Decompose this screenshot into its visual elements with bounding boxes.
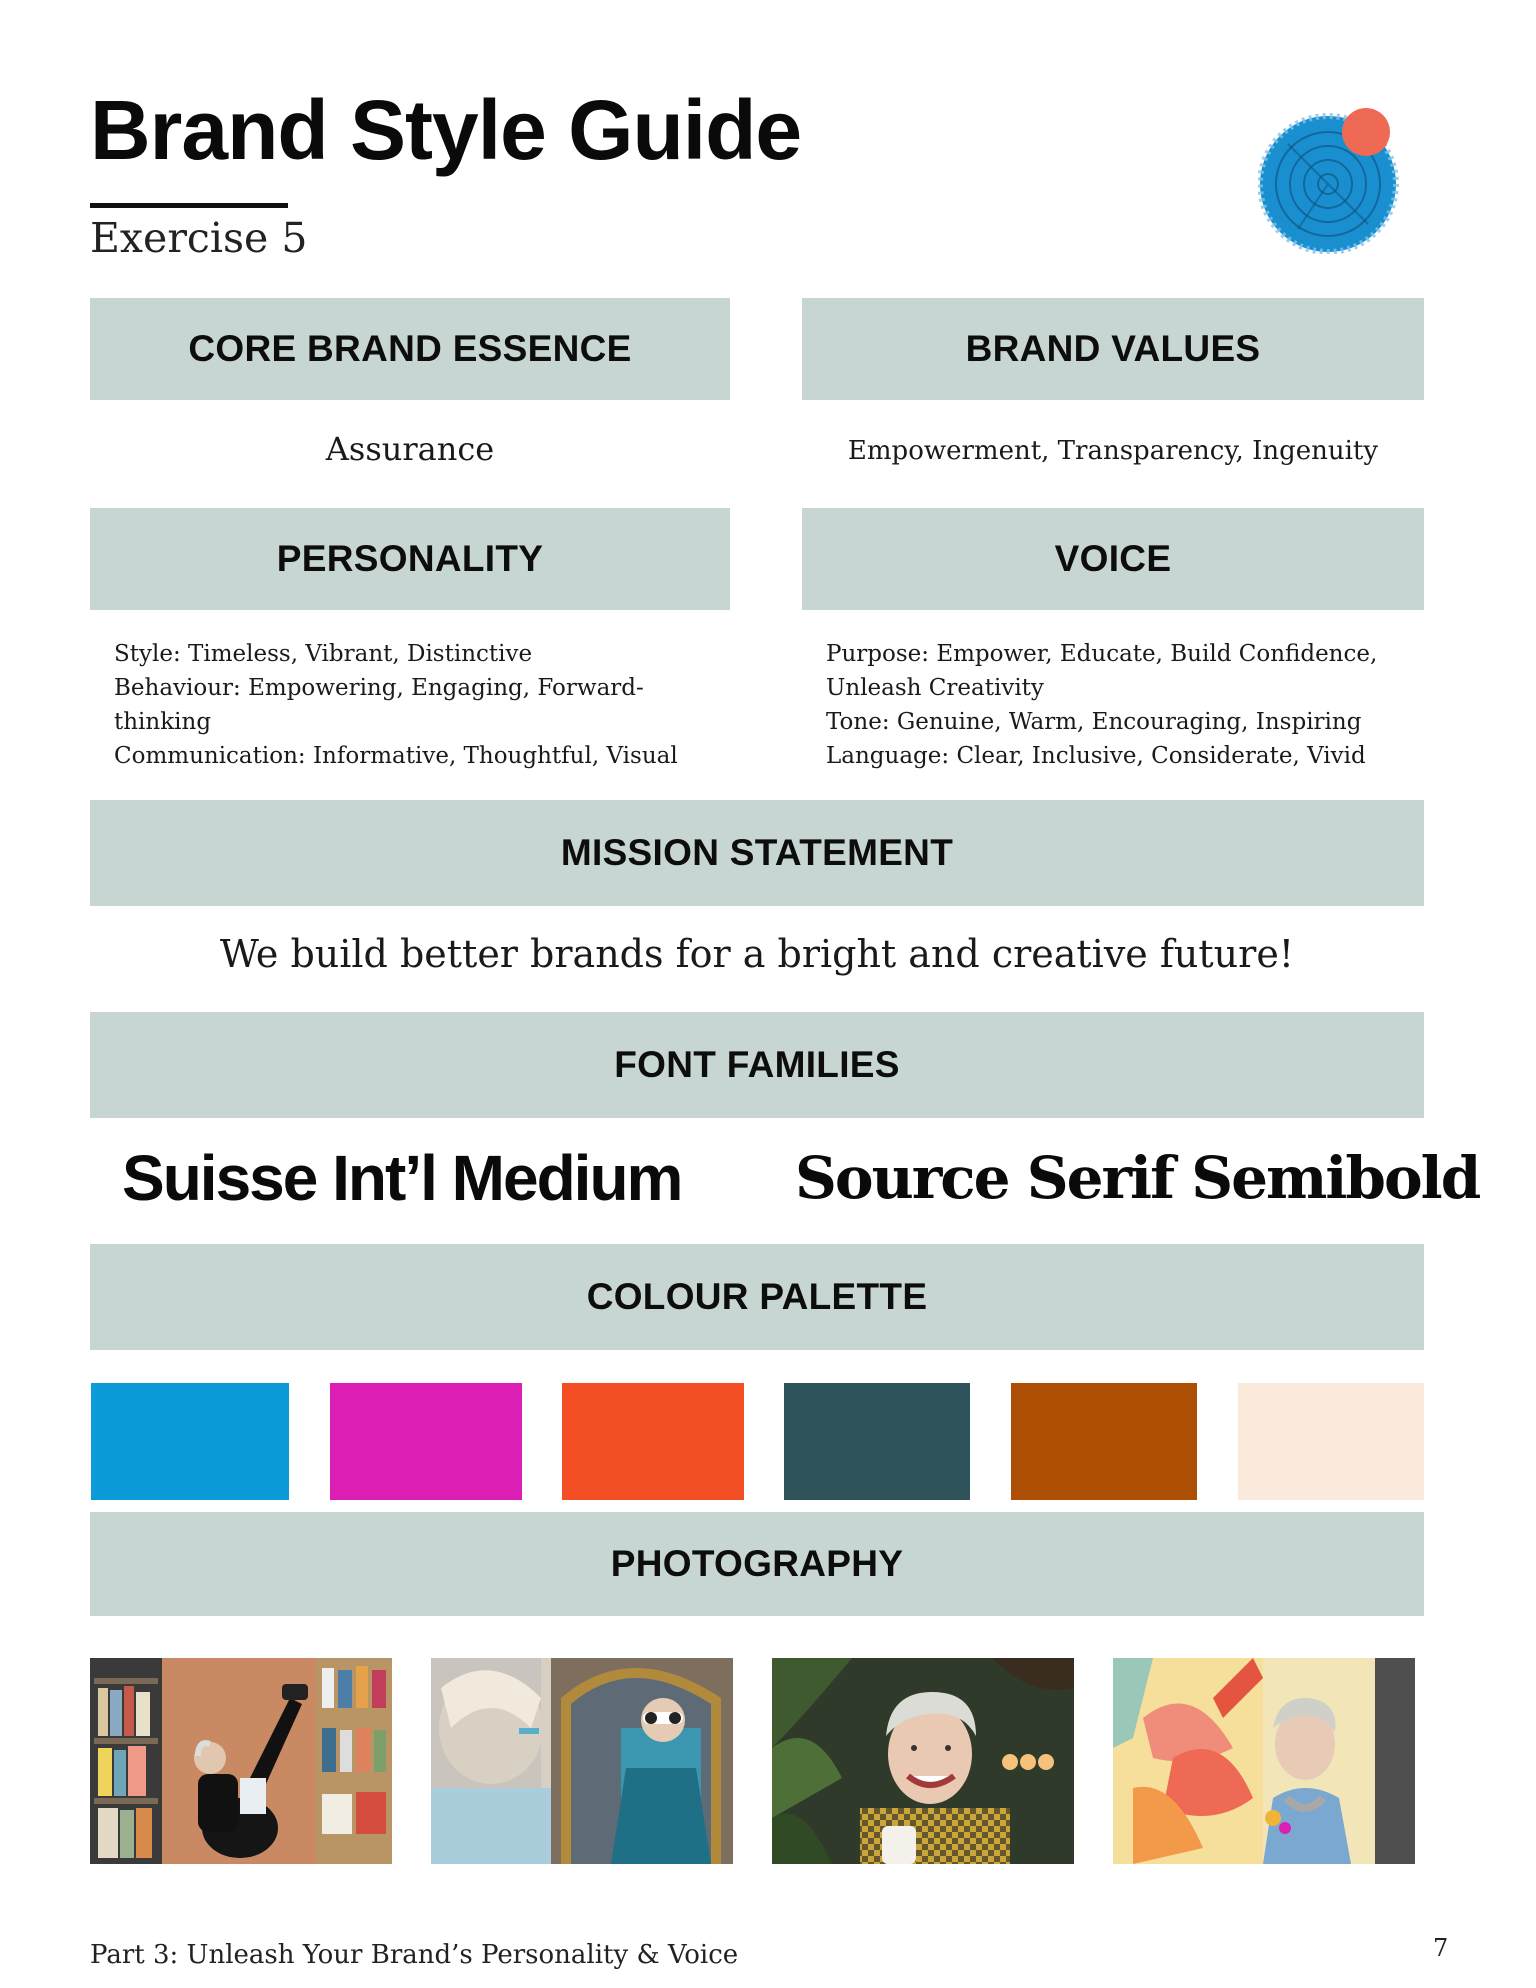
photo-mirror-sunglasses: [431, 1658, 733, 1864]
photo-mural: [1113, 1658, 1415, 1864]
fonts-heading-band: [90, 1012, 1424, 1118]
brand-values-text: Empowerment, Transparency, Ingenuity: [847, 436, 1379, 466]
color-swatch: [562, 1383, 744, 1500]
brand-values-heading: BRAND VALUES: [965, 328, 1261, 369]
personality-heading: PERSONALITY: [276, 538, 544, 579]
personality-line: Style: Timeless, Vibrant, Distinctive: [114, 641, 533, 667]
voice-line: Unleash Creativity: [826, 675, 1044, 701]
voice-line: Tone: Genuine, Warm, Encouraging, Inspiring: [826, 709, 1362, 735]
title-underline: [90, 203, 288, 208]
brand-values-heading-band: [802, 298, 1424, 400]
core-essence-heading: CORE BRAND ESSENCE: [188, 328, 632, 369]
photo-bookstore: [90, 1658, 392, 1864]
font-sample-sans: Suisse Int’l Medium: [122, 1142, 682, 1214]
personality-line: Behaviour: Empowering, Engaging, Forward-: [114, 675, 644, 701]
wood-stump-circle-icon: [1258, 104, 1408, 254]
core-essence-text: Assurance: [325, 430, 495, 468]
voice-line: Language: Clear, Inclusive, Considerate, Vivid: [826, 743, 1366, 769]
personality-text: [114, 637, 734, 773]
palette-heading-band: [90, 1244, 1424, 1350]
mission-heading: MISSION STATEMENT: [560, 832, 954, 873]
footer-text: Part 3: Unleash Your Brand’s Personality & Voice: [90, 1940, 739, 1970]
font-sample-serif: Source Serif Semibold: [795, 1144, 1480, 1212]
color-swatch: [330, 1383, 522, 1500]
color-swatch: [1011, 1383, 1197, 1500]
color-swatch: [91, 1383, 289, 1500]
personality-line: thinking: [114, 709, 212, 735]
personality-heading-band: [90, 508, 730, 610]
core-essence-heading-band: [90, 298, 730, 400]
voice-line: Purpose: Empower, Educate, Build Confidence,: [826, 641, 1378, 667]
voice-text: [826, 637, 1426, 773]
page-number: 7: [1433, 1934, 1449, 1962]
page-subtitle: Exercise 5: [90, 214, 308, 262]
color-swatch: [784, 1383, 970, 1500]
personality-line: Communication: Informative, Thoughtful, Visual: [114, 743, 678, 769]
photography-heading: PHOTOGRAPHY: [610, 1543, 904, 1584]
voice-heading-band: [802, 508, 1424, 610]
color-swatch: [1238, 1383, 1424, 1500]
page-title: Brand Style Guide: [90, 83, 802, 177]
photo-cafe-smile: [772, 1658, 1074, 1864]
voice-heading: VOICE: [1054, 538, 1172, 579]
fonts-heading: FONT FAMILIES: [614, 1044, 900, 1085]
photography-heading-band: [90, 1512, 1424, 1616]
mission-heading-band: [90, 800, 1424, 906]
palette-heading: COLOUR PALETTE: [586, 1276, 928, 1317]
mission-text: We build better brands for a bright and creative future!: [219, 932, 1295, 976]
